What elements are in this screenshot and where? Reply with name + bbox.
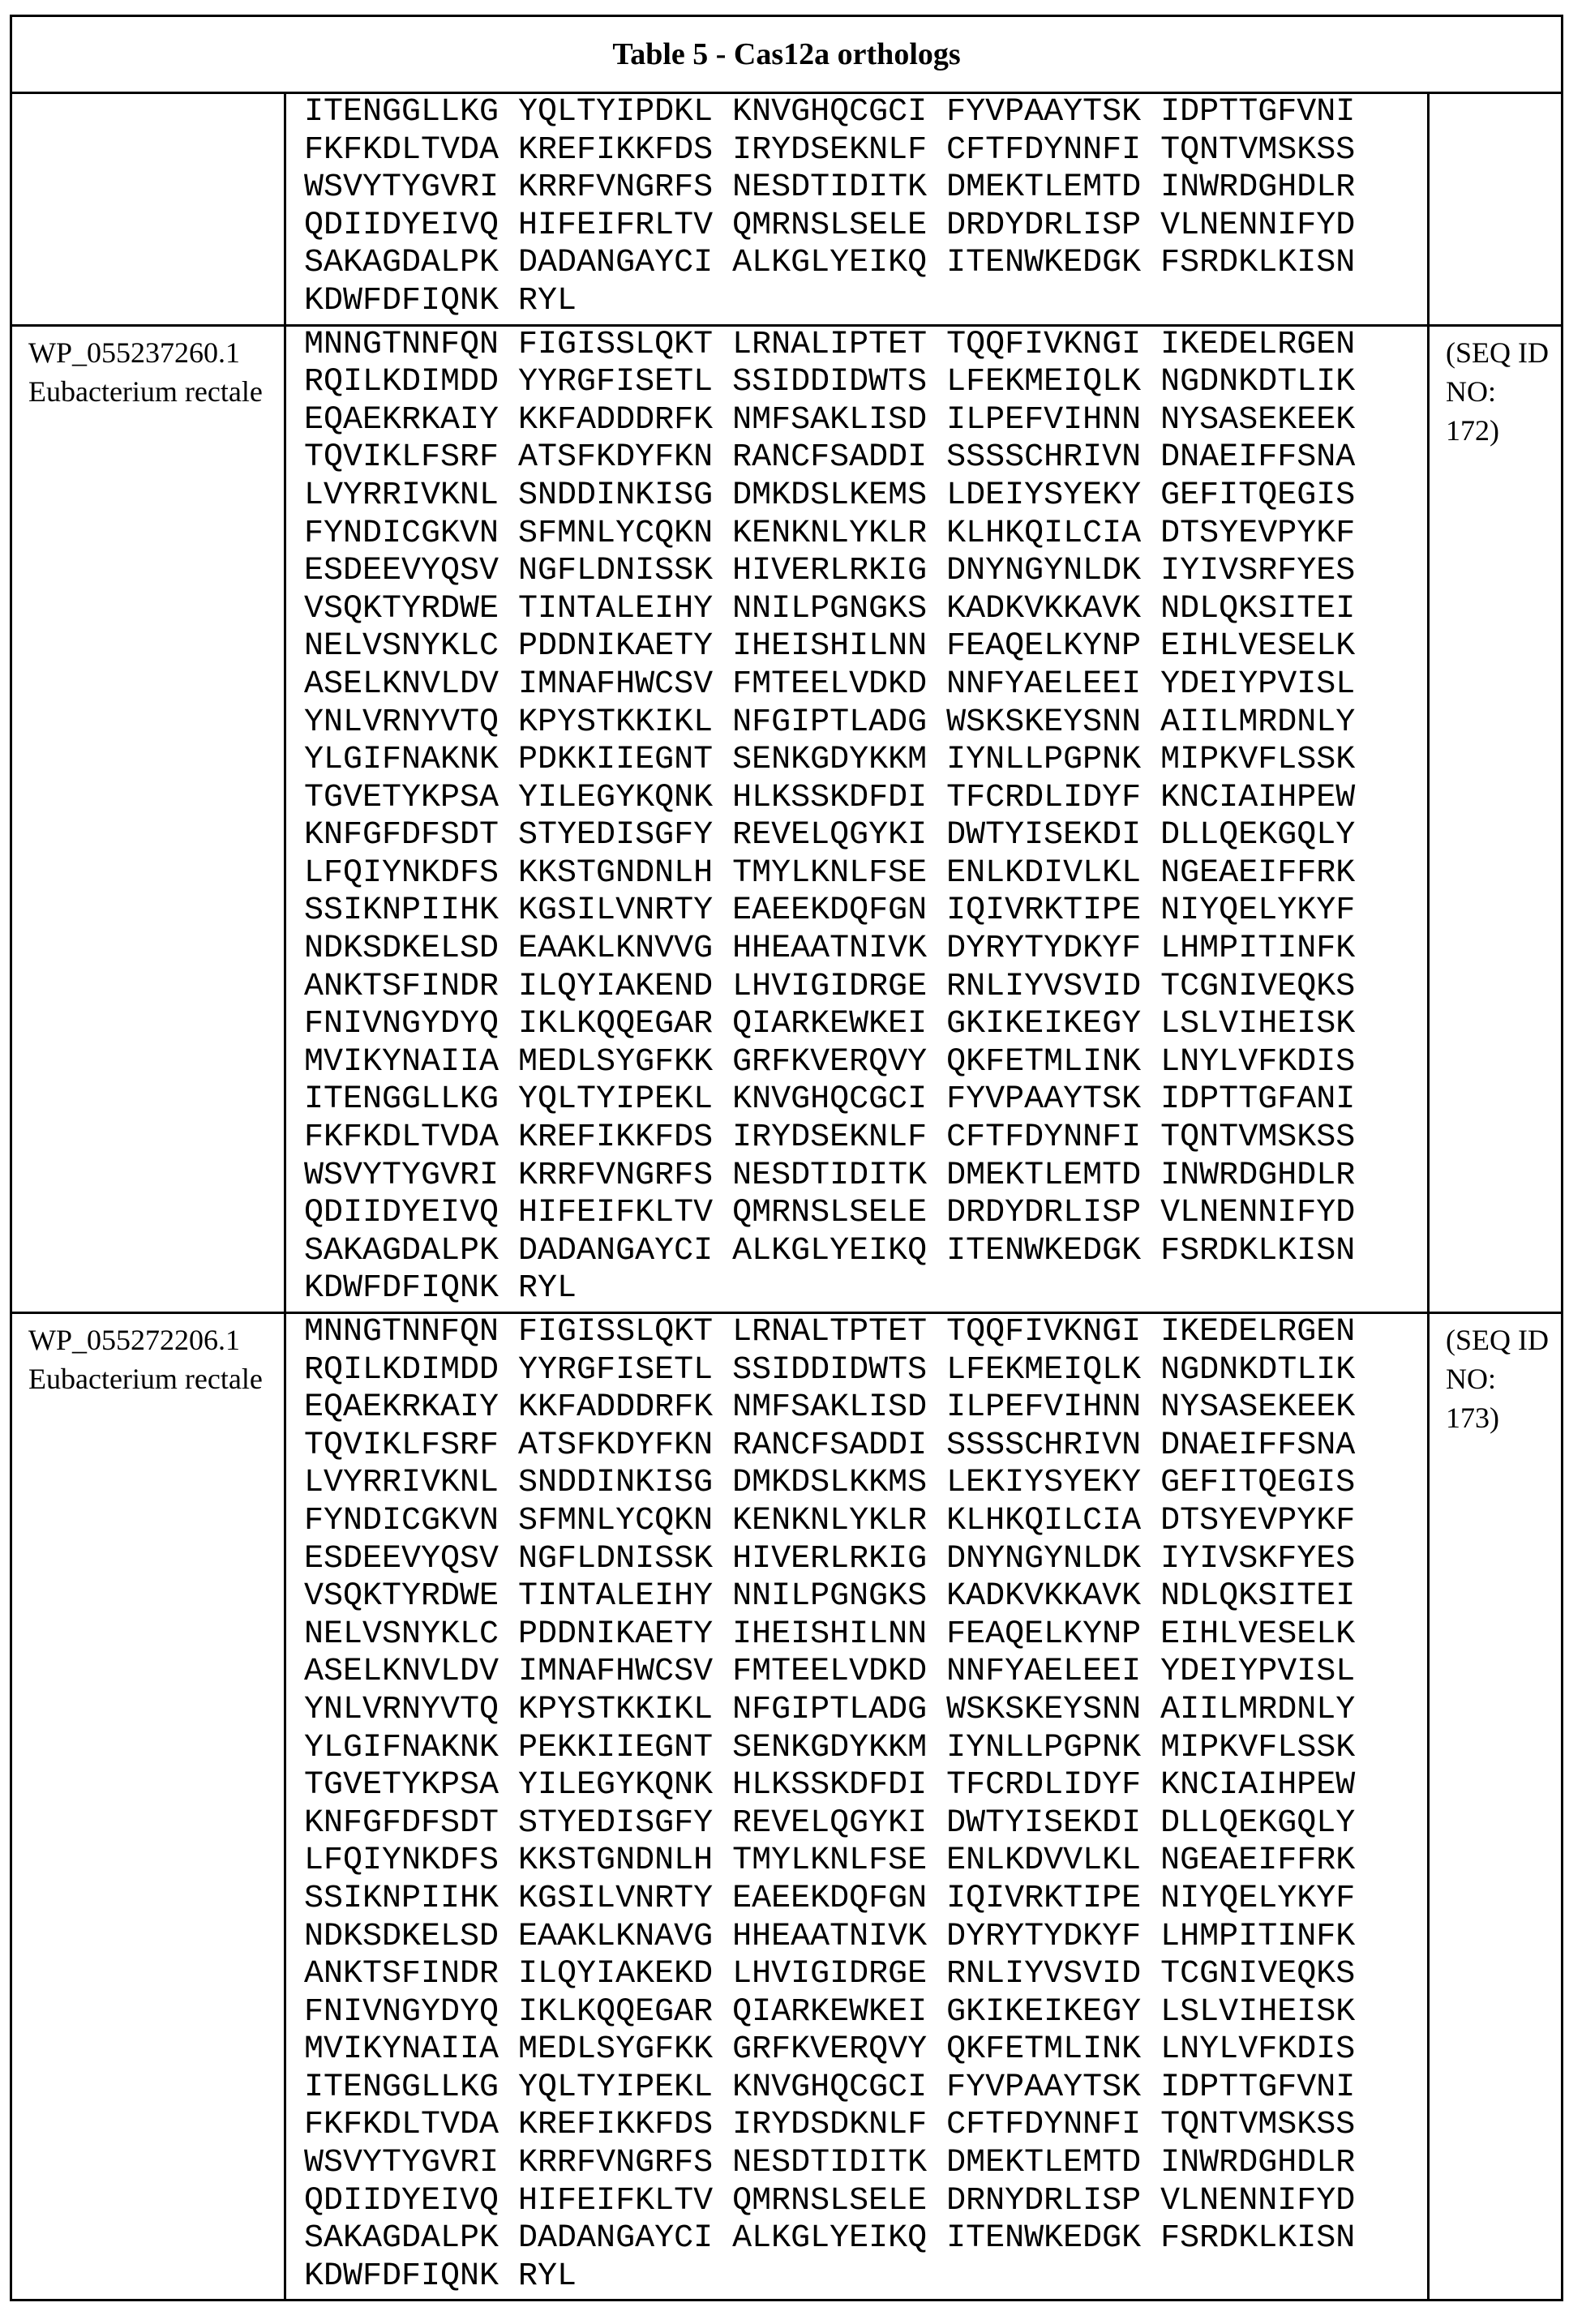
sequence-line: TGVETYKPSA YILEGYKQNK HLKSSKDFDI TFCRDLIDYF KNCIAIHPEW [304, 780, 1427, 818]
sequence-line: EQAEKRKAIY KKFADDDRFK NMFSAKLISD ILPEFVIHNN NYSASEKEEK [304, 1389, 1427, 1427]
sequence-line: NDKSDKELSD EAAKLKNAVG HHEAATNIVK DYRYTYDKYF LHMPITINFK [304, 1919, 1427, 1957]
sequence-cell [285, 1313, 1429, 2300]
sequence-line: ASELKNVLDV IMNAFHWCSV FMTEELVDKD NNFYAELEEI YDEIYPVISL [304, 666, 1427, 704]
sequence-line: KNFGFDFSDT STYEDISGFY REVELQGYKI DWTYISEKDI DLLQEKGQLY [304, 1805, 1427, 1843]
sequence-line: WSVYTYGVRI KRRFVNGRFS NESDTIDITK DMEKTLEMTD INWRDGHDLR [304, 169, 1427, 208]
sequence-line: TQVIKLFSRF ATSFKDYFKN RANCFSADDI SSSSCHRIVN DNAEIFFSNA [304, 1427, 1427, 1466]
sequence-cell [285, 325, 1429, 1312]
seq-id-cell: (SEQ ID NO: 172) [1429, 325, 1563, 1312]
sequence-line: SSIKNPIIHK KGSILVNRTY EAEEKDQFGN IQIVRKTIPE NIYQELYKYF [304, 1881, 1427, 1919]
sequence-line: YNLVRNYVTQ KPYSTKKIKL NFGIPTLADG WSKSKEYSNN AIILMRDNLY [304, 1692, 1427, 1730]
sequence-line: ITENGGLLKG YQLTYIPDKL KNVGHQCGCI FYVPAAYTSK IDPTTGFVNI [304, 94, 1427, 132]
orthologs-table [10, 15, 1563, 2301]
accession-cell [11, 93, 285, 326]
sequence-line: ASELKNVLDV IMNAFHWCSV FMTEELVDKD NNFYAELEEI YDEIYPVISL [304, 1654, 1427, 1692]
sequence-line: SAKAGDALPK DADANGAYCI ALKGLYEIKQ ITENWKEDGK FSRDKLKISN [304, 245, 1427, 283]
sequence-line: WSVYTYGVRI KRRFVNGRFS NESDTIDITK DMEKTLEMTD INWRDGHDLR [304, 2145, 1427, 2183]
sequence-line: ANKTSFINDR ILQYIAKEND LHVIGIDRGE RNLIYVSVID TCGNIVEQKS [304, 969, 1427, 1007]
sequence-line: NELVSNYKLC PDDNIKAETY IHEISHILNN FEAQELKYNP EIHLVESELK [304, 1616, 1427, 1654]
sequence-line: FNIVNGYDYQ IKLKQQEGAR QIARKEWKEI GKIKEIKEGY LSLVIHEISK [304, 1994, 1427, 2032]
sequence-line: LFQIYNKDFS KKSTGNDNLH TMYLKNLFSE ENLKDIVLKL NGEAEIFFRK [304, 855, 1427, 893]
sequence-line: NDKSDKELSD EAAKLKNVVG HHEAATNIVK DYRYTYDKYF LHMPITINFK [304, 931, 1427, 969]
sequence-line: NELVSNYKLC PDDNIKAETY IHEISHILNN FEAQELKYNP EIHLVESELK [304, 628, 1427, 666]
sequence-line: FNIVNGYDYQ IKLKQQEGAR QIARKEWKEI GKIKEIKEGY LSLVIHEISK [304, 1006, 1427, 1044]
sequence-line: LVYRRIVKNL SNDDINKISG DMKDSLKKMS LEKIYSYEKY GEFITQEGIS [304, 1465, 1427, 1503]
table-title: Table 5 - Cas12a orthologs [11, 16, 1563, 93]
sequence-line: RQILKDIMDD YYRGFISETL SSIDDIDWTS LFEKMEIQLK NGDNKDTLIK [304, 1352, 1427, 1390]
sequence-line: KDWFDFIQNK RYL [304, 2258, 1427, 2296]
sequence-line: WSVYTYGVRI KRRFVNGRFS NESDTIDITK DMEKTLEMTD INWRDGHDLR [304, 1158, 1427, 1196]
sequence-line: QDIIDYEIVQ HIFEIFKLTV QMRNSLSELE DRNYDRLISP VLNENNIFYD [304, 2183, 1427, 2221]
sequence-line: YLGIFNAKNK PDKKIIEGNT SENKGDYKKM IYNLLPGPNK MIPKVFLSSK [304, 742, 1427, 780]
sequence-line: SSIKNPIIHK KGSILVNRTY EAEEKDQFGN IQIVRKTIPE NIYQELYKYF [304, 892, 1427, 931]
sequence-line: KDWFDFIQNK RYL [304, 283, 1427, 321]
organism-name: Eubacterium rectale [28, 1359, 276, 1398]
table-row [11, 1313, 1563, 2300]
accession-cell [11, 1313, 285, 2300]
sequence-line: VSQKTYRDWE TINTALEIHY NNILPGNGKS KADKVKKAVK NDLQKSITEI [304, 591, 1427, 629]
table-row [11, 325, 1563, 1312]
sequence-line: LVYRRIVKNL SNDDINKISG DMKDSLKEMS LDEIYSYEKY GEFITQEGIS [304, 477, 1427, 516]
table-row [11, 93, 1563, 326]
sequence-line: ESDEEVYQSV NGFLDNISSK HIVERLRKIG DNYNGYNLDK IYIVSRFYES [304, 553, 1427, 591]
sequence-line: FKFKDLTVDA KREFIKKFDS IRYDSEKNLF CFTFDYNNFI TQNTVMSKSS [304, 132, 1427, 170]
sequence-line: ITENGGLLKG YQLTYIPEKL KNVGHQCGCI FYVPAAYTSK IDPTTGFVNI [304, 2069, 1427, 2108]
accession-number: WP_055272206.1 [28, 1320, 276, 1359]
sequence-line: FKFKDLTVDA KREFIKKFDS IRYDSEKNLF CFTFDYNNFI TQNTVMSKSS [304, 1119, 1427, 1158]
sequence-line: FYNDICGKVN SFMNLYCQKN KENKNLYKLR KLHKQILCIA DTSYEVPYKF [304, 1503, 1427, 1541]
sequence-line: ANKTSFINDR ILQYIAKEKD LHVIGIDRGE RNLIYVSVID TCGNIVEQKS [304, 1956, 1427, 1994]
sequence-line: QDIIDYEIVQ HIFEIFRLTV QMRNSLSELE DRDYDRLISP VLNENNIFYD [304, 208, 1427, 246]
sequence-line: QDIIDYEIVQ HIFEIFKLTV QMRNSLSELE DRDYDRLISP VLNENNIFYD [304, 1195, 1427, 1233]
seq-id-cell [1429, 93, 1563, 326]
accession-cell [11, 325, 285, 1312]
sequence-line: LFQIYNKDFS KKSTGNDNLH TMYLKNLFSE ENLKDVVLKL NGEAEIFFRK [304, 1843, 1427, 1881]
sequence-line: MVIKYNAIIA MEDLSYGFKK GRFKVERQVY QKFETMLINK LNYLVFKDIS [304, 1044, 1427, 1082]
sequence-line: TQVIKLFSRF ATSFKDYFKN RANCFSADDI SSSSCHRIVN DNAEIFFSNA [304, 439, 1427, 477]
sequence-line: RQILKDIMDD YYRGFISETL SSIDDIDWTS LFEKMEIQLK NGDNKDTLIK [304, 364, 1427, 402]
sequence-line: YLGIFNAKNK PEKKIIEGNT SENKGDYKKM IYNLLPGPNK MIPKVFLSSK [304, 1730, 1427, 1768]
sequence-line: MNNGTNNFQN FIGISSLQKT LRNALIPTET TQQFIVKNGI IKEDELRGEN [304, 327, 1427, 365]
sequence-line: KDWFDFIQNK RYL [304, 1270, 1427, 1308]
sequence-line: EQAEKRKAIY KKFADDDRFK NMFSAKLISD ILPEFVIHNN NYSASEKEEK [304, 402, 1427, 440]
sequence-line: MNNGTNNFQN FIGISSLQKT LRNALTPTET TQQFIVKNGI IKEDELRGEN [304, 1314, 1427, 1352]
sequence-line: ESDEEVYQSV NGFLDNISSK HIVERLRKIG DNYNGYNLDK IYIVSKFYES [304, 1541, 1427, 1579]
sequence-line: SAKAGDALPK DADANGAYCI ALKGLYEIKQ ITENWKEDGK FSRDKLKISN [304, 1233, 1427, 1271]
sequence-line: YNLVRNYVTQ KPYSTKKIKL NFGIPTLADG WSKSKEYSNN AIILMRDNLY [304, 704, 1427, 743]
sequence-line: FKFKDLTVDA KREFIKKFDS IRYDSDKNLF CFTFDYNNFI TQNTVMSKSS [304, 2107, 1427, 2145]
sequence-line: SAKAGDALPK DADANGAYCI ALKGLYEIKQ ITENWKEDGK FSRDKLKISN [304, 2220, 1427, 2258]
sequence-line: ITENGGLLKG YQLTYIPEKL KNVGHQCGCI FYVPAAYTSK IDPTTGFANI [304, 1081, 1427, 1119]
sequence-line: TGVETYKPSA YILEGYKQNK HLKSSKDFDI TFCRDLIDYF KNCIAIHPEW [304, 1767, 1427, 1805]
sequence-line: MVIKYNAIIA MEDLSYGFKK GRFKVERQVY QKFETMLINK LNYLVFKDIS [304, 2031, 1427, 2069]
seq-id-cell: (SEQ ID NO: 173) [1429, 1313, 1563, 2300]
sequence-line: KNFGFDFSDT STYEDISGFY REVELQGYKI DWTYISEKDI DLLQEKGQLY [304, 817, 1427, 855]
sequence-line: FYNDICGKVN SFMNLYCQKN KENKNLYKLR KLHKQILCIA DTSYEVPYKF [304, 516, 1427, 554]
sequence-line: VSQKTYRDWE TINTALEIHY NNILPGNGKS KADKVKKAVK NDLQKSITEI [304, 1578, 1427, 1616]
accession-number: WP_055237260.1 [28, 333, 276, 372]
organism-name: Eubacterium rectale [28, 372, 276, 411]
sequence-cell [285, 93, 1429, 326]
